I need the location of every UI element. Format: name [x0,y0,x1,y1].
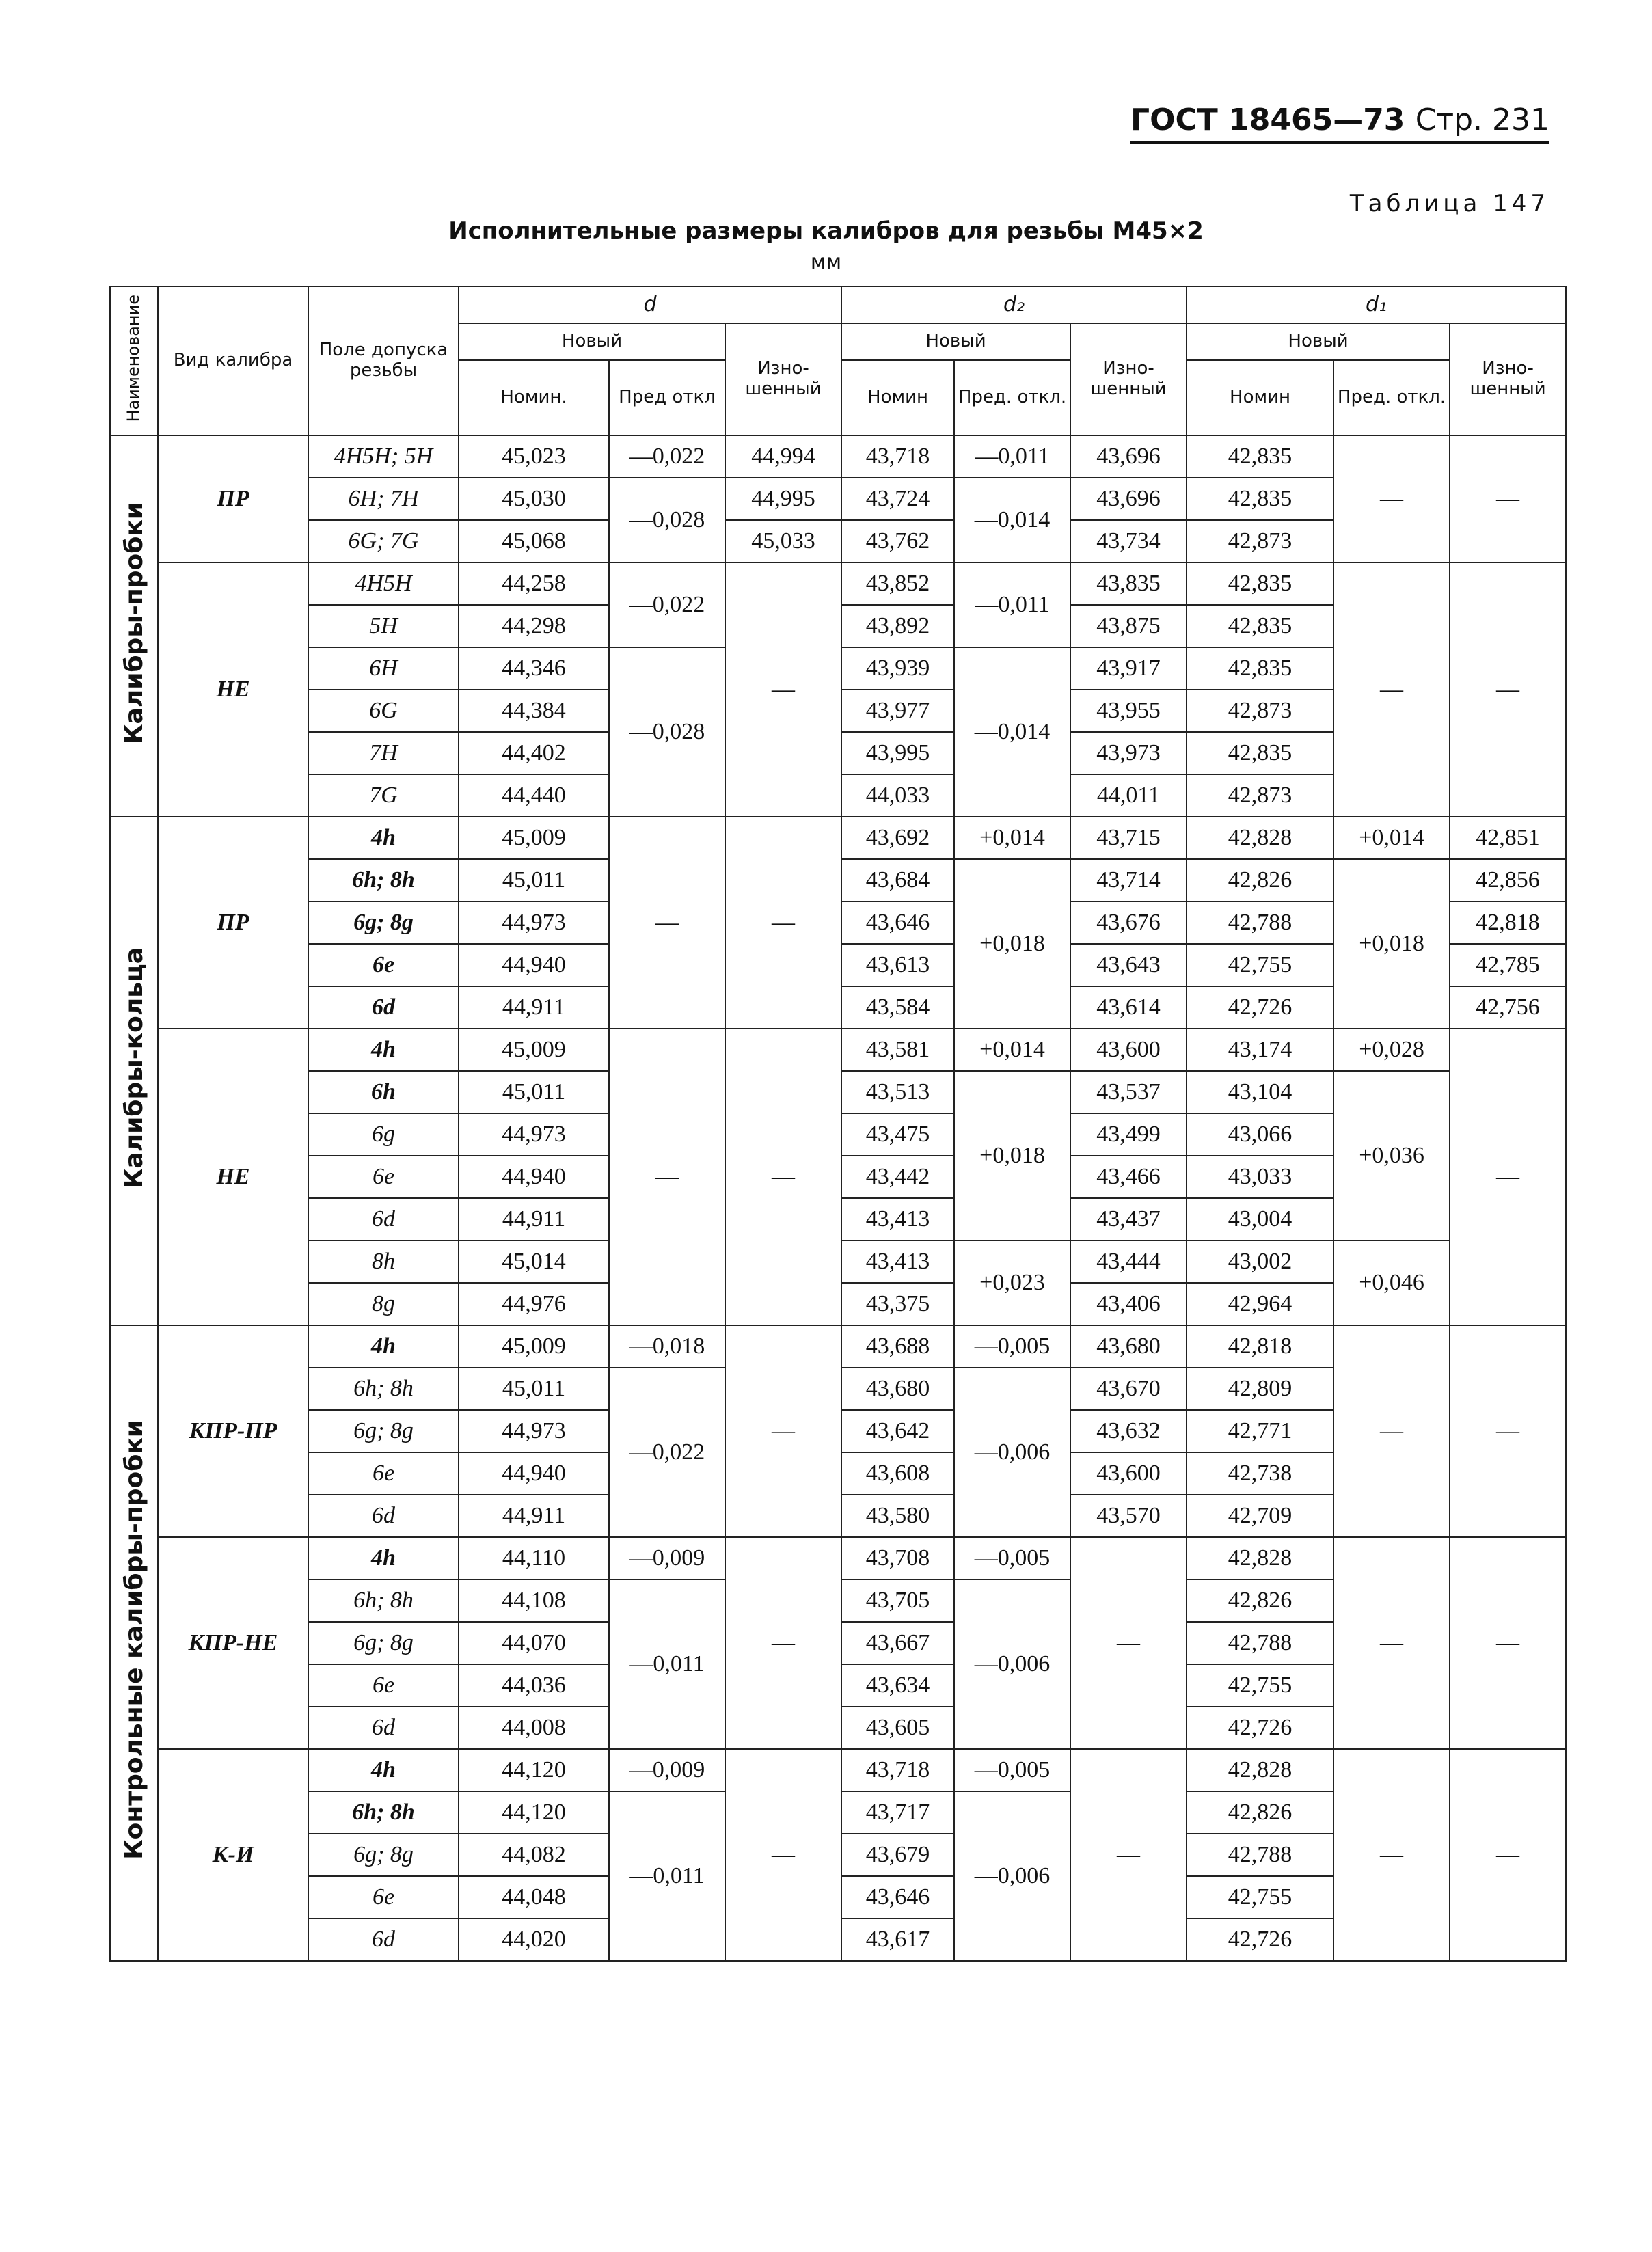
d-nominal: 45,030 [459,478,609,520]
tolerance-field: 6g [308,1113,459,1156]
d1-nominal: 42,738 [1187,1452,1333,1495]
d1-nominal: 42,709 [1187,1495,1333,1537]
d1-deviation: — [1333,435,1450,562]
d2-worn: — [1070,1537,1187,1749]
table-body [110,435,1566,1961]
d1-nominal: 42,828 [1187,1749,1333,1791]
tolerance-field: 6H [308,647,459,690]
tolerance-field: 6h [308,1071,459,1113]
d1-nominal: 43,004 [1187,1198,1333,1240]
col-naim: Наименование [110,286,158,435]
tolerance-field: 4h [308,1537,459,1579]
table-row [110,1749,1566,1791]
d-worn: — [725,1537,841,1749]
d2-worn: 43,835 [1070,562,1187,605]
unit-label: мм [810,250,842,274]
d2-worn: 43,917 [1070,647,1187,690]
d1-worn: 42,856 [1450,859,1566,901]
d1-nominal: 42,828 [1187,817,1333,859]
tolerance-field: 6G; 7G [308,520,459,562]
d-deviation: —0,011 [609,1791,725,1961]
d-deviation: —0,009 [609,1749,725,1791]
d2-nominal: 43,608 [841,1452,954,1495]
d2-deviation: +0,023 [954,1240,1070,1325]
d-nominal: 45,014 [459,1240,609,1283]
d1-deviation: — [1333,1325,1450,1537]
d-nominal: 45,011 [459,1071,609,1113]
tolerance-field: 6g; 8g [308,901,459,944]
d1-deviation: +0,036 [1333,1071,1450,1240]
d-nominal: 44,440 [459,774,609,817]
d2-deviation: —0,005 [954,1749,1070,1791]
col-d: d [459,286,841,323]
table-row [110,1537,1566,1579]
d1-worn: — [1450,1537,1566,1749]
d1-nominal: 42,873 [1187,520,1333,562]
d-worn: — [725,817,841,1029]
d2-nominal: 43,939 [841,647,954,690]
d-deviation: —0,022 [609,435,725,478]
tolerance-field: 6h; 8h [308,1368,459,1410]
d-worn: 45,033 [725,520,841,562]
d1-nominal: 42,873 [1187,690,1333,732]
tolerance-field: 6e [308,1664,459,1707]
d1-nominal: 43,002 [1187,1240,1333,1283]
d2-nominal: 43,617 [841,1918,954,1961]
col-d-dev: Пред откл [609,360,725,435]
tolerance-field: 6e [308,1452,459,1495]
d-nominal: 44,973 [459,901,609,944]
gauge-kind: НЕ [158,1029,308,1325]
d2-nominal: 43,613 [841,944,954,986]
d1-deviation: +0,018 [1333,859,1450,1029]
d2-worn: 43,437 [1070,1198,1187,1240]
d2-deviation: —0,006 [954,1579,1070,1749]
d-worn: — [725,1325,841,1537]
page-header [1130,103,1549,144]
d1-deviation: +0,028 [1333,1029,1450,1071]
gauge-kind: К-И [158,1749,308,1961]
d2-nominal: 43,684 [841,859,954,901]
d-nominal: 45,009 [459,817,609,859]
d-worn: — [725,1749,841,1961]
d2-worn: 43,444 [1070,1240,1187,1283]
d2-deviation: —0,006 [954,1368,1070,1537]
d2-worn: 43,973 [1070,732,1187,774]
d-nominal: 44,973 [459,1410,609,1452]
tolerance-field: 4h [308,1029,459,1071]
col-d-nom: Номин. [459,360,609,435]
d1-nominal: 42,964 [1187,1283,1333,1325]
col-d2-worn: Изно-шенный [1070,323,1187,435]
d2-nominal: 43,584 [841,986,954,1029]
d1-nominal: 43,104 [1187,1071,1333,1113]
d1-deviation: — [1333,1537,1450,1749]
d2-deviation: +0,018 [954,1071,1070,1240]
d-nominal: 44,911 [459,1495,609,1537]
d1-nominal: 42,873 [1187,774,1333,817]
d-nominal: 44,070 [459,1622,609,1664]
d1-worn: — [1450,435,1566,562]
d-nominal: 44,020 [459,1918,609,1961]
d2-nominal: 43,705 [841,1579,954,1622]
d2-worn: 43,670 [1070,1368,1187,1410]
d2-nominal: 43,513 [841,1071,954,1113]
d-nominal: 44,108 [459,1579,609,1622]
d1-worn: 42,756 [1450,986,1566,1029]
d1-worn: — [1450,1749,1566,1961]
d2-deviation: —0,005 [954,1325,1070,1368]
tolerance-field: 6d [308,1198,459,1240]
col-d2: d₂ [841,286,1187,323]
d1-deviation: +0,014 [1333,817,1450,859]
tolerance-field: 8h [308,1240,459,1283]
d-worn: — [725,562,841,817]
d2-nominal: 43,718 [841,1749,954,1791]
col-d1: d₁ [1187,286,1566,323]
d2-nominal: 43,580 [841,1495,954,1537]
d2-nominal: 43,724 [841,478,954,520]
d1-worn: 42,785 [1450,944,1566,986]
d2-worn: 43,696 [1070,435,1187,478]
d-deviation: —0,011 [609,1579,725,1749]
d2-worn: 43,406 [1070,1283,1187,1325]
d2-worn: — [1070,1749,1187,1961]
tolerance-field: 6g; 8g [308,1410,459,1452]
d2-nominal: 43,667 [841,1622,954,1664]
d2-nominal: 43,762 [841,520,954,562]
tolerance-field: 6e [308,944,459,986]
d1-nominal: 43,066 [1187,1113,1333,1156]
tolerance-field: 5H [308,605,459,647]
d-deviation: — [609,817,725,1029]
d1-worn: — [1450,1029,1566,1325]
d1-worn: — [1450,562,1566,817]
d2-nominal: 43,688 [841,1325,954,1368]
d2-deviation: —0,011 [954,562,1070,647]
d-nominal: 45,011 [459,1368,609,1410]
tolerance-field: 7G [308,774,459,817]
table-title: Исполнительные размеры калибров для резьбы М45×2 [448,217,1204,245]
d2-nominal: 43,605 [841,1707,954,1749]
group-label: Контрольные калибры-пробки [110,1325,158,1961]
d-worn: 44,995 [725,478,841,520]
d2-nominal: 43,442 [841,1156,954,1198]
d-nominal: 44,940 [459,1156,609,1198]
d2-nominal: 43,680 [841,1368,954,1410]
d-nominal: 44,940 [459,1452,609,1495]
d2-worn: 43,499 [1070,1113,1187,1156]
d2-deviation: +0,014 [954,817,1070,859]
table-row [110,1029,1566,1071]
d-nominal: 44,911 [459,1198,609,1240]
d1-nominal: 42,835 [1187,435,1333,478]
d1-nominal: 42,726 [1187,986,1333,1029]
gauge-kind: ПР [158,435,308,562]
d-nominal: 44,110 [459,1537,609,1579]
gost-number: ГОСТ 18465—73 [1130,103,1405,137]
d-nominal: 44,940 [459,944,609,986]
d1-nominal: 42,826 [1187,1791,1333,1834]
d2-worn: 43,875 [1070,605,1187,647]
col-vid: Вид калибра [158,286,308,435]
col-d1-dev: Пред. откл. [1333,360,1450,435]
gauge-kind: НЕ [158,562,308,817]
d1-nominal: 42,755 [1187,1664,1333,1707]
d-deviation: —0,028 [609,647,725,817]
col-d2-new: Новый [841,323,1070,360]
table-row [110,817,1566,859]
d2-nominal: 43,692 [841,817,954,859]
d2-worn: 43,570 [1070,1495,1187,1537]
d2-nominal: 43,642 [841,1410,954,1452]
d-deviation: —0,009 [609,1537,725,1579]
d2-nominal: 43,646 [841,901,954,944]
tolerance-field: 4H5H; 5H [308,435,459,478]
d1-nominal: 42,788 [1187,1834,1333,1876]
d2-nominal: 43,581 [841,1029,954,1071]
d1-nominal: 42,835 [1187,562,1333,605]
d2-worn: 43,600 [1070,1452,1187,1495]
d1-nominal: 42,835 [1187,732,1333,774]
tolerance-field: 6h; 8h [308,1579,459,1622]
col-d-new: Новый [459,323,725,360]
d-nominal: 44,976 [459,1283,609,1325]
d-deviation: —0,022 [609,1368,725,1537]
tolerance-field: 4H5H [308,562,459,605]
tolerance-field: 6d [308,1495,459,1537]
d-nominal: 44,048 [459,1876,609,1918]
d2-nominal: 43,375 [841,1283,954,1325]
d2-deviation: —0,005 [954,1537,1070,1579]
d-nominal: 44,346 [459,647,609,690]
d1-nominal: 42,828 [1187,1537,1333,1579]
d1-nominal: 42,755 [1187,1876,1333,1918]
d-nominal: 45,009 [459,1325,609,1368]
d2-nominal: 43,634 [841,1664,954,1707]
d-deviation: —0,028 [609,478,725,562]
d2-nominal: 43,646 [841,1876,954,1918]
col-d-worn: Изно-шенный [725,323,841,435]
d2-worn: 43,643 [1070,944,1187,986]
d1-nominal: 42,788 [1187,901,1333,944]
d-worn: — [725,1029,841,1325]
tolerance-field: 4h [308,817,459,859]
dimensions-table [109,286,1567,1962]
tolerance-field: 6h; 8h [308,1791,459,1834]
d1-nominal: 42,818 [1187,1325,1333,1368]
col-d1-worn: Изно-шенный [1450,323,1566,435]
d1-nominal: 42,835 [1187,647,1333,690]
group-label: Калибры-кольца [110,817,158,1325]
tolerance-field: 7H [308,732,459,774]
d1-deviation: +0,046 [1333,1240,1450,1325]
d2-worn: 43,696 [1070,478,1187,520]
d2-nominal: 43,413 [841,1198,954,1240]
d1-nominal: 43,174 [1187,1029,1333,1071]
gauge-kind: ПР [158,817,308,1029]
col-d2-nom: Номин [841,360,954,435]
table-row [110,1325,1566,1368]
d1-nominal: 43,033 [1187,1156,1333,1198]
d2-nominal: 43,718 [841,435,954,478]
d-nominal: 44,082 [459,1834,609,1876]
d1-nominal: 42,771 [1187,1410,1333,1452]
tolerance-field: 6H; 7H [308,478,459,520]
tolerance-field: 6g; 8g [308,1834,459,1876]
d1-nominal: 42,755 [1187,944,1333,986]
d-nominal: 44,008 [459,1707,609,1749]
d2-nominal: 43,852 [841,562,954,605]
d1-nominal: 42,835 [1187,478,1333,520]
table-row [110,435,1566,478]
d2-nominal: 43,892 [841,605,954,647]
d-nominal: 44,973 [459,1113,609,1156]
d2-deviation: +0,018 [954,859,1070,1029]
d2-worn: 43,676 [1070,901,1187,944]
col-d1-new: Новый [1187,323,1450,360]
d2-nominal: 43,977 [841,690,954,732]
tolerance-field: 6e [308,1156,459,1198]
tolerance-field: 6e [308,1876,459,1918]
d2-worn: 43,614 [1070,986,1187,1029]
table-number: Таблица 147 [1349,190,1549,217]
d1-worn: — [1450,1325,1566,1537]
d2-worn: 44,011 [1070,774,1187,817]
tolerance-field: 6h; 8h [308,859,459,901]
d2-nominal: 43,413 [841,1240,954,1283]
d2-worn: 43,715 [1070,817,1187,859]
tolerance-field: 4h [308,1749,459,1791]
d-worn: 44,994 [725,435,841,478]
gauge-kind: КПР-НЕ [158,1537,308,1749]
table-header [110,286,1566,435]
d2-deviation: —0,014 [954,478,1070,562]
d-nominal: 44,911 [459,986,609,1029]
d-nominal: 44,258 [459,562,609,605]
d-nominal: 44,120 [459,1749,609,1791]
d-nominal: 44,402 [459,732,609,774]
col-d2-dev: Пред. откл. [954,360,1070,435]
d-deviation: —0,022 [609,562,725,647]
d1-nominal: 42,726 [1187,1918,1333,1961]
d1-nominal: 42,835 [1187,605,1333,647]
d1-deviation: — [1333,1749,1450,1961]
tolerance-field: 6d [308,1707,459,1749]
d1-nominal: 42,826 [1187,859,1333,901]
d2-worn: 43,600 [1070,1029,1187,1071]
col-d1-nom: Номин [1187,360,1333,435]
d2-nominal: 43,475 [841,1113,954,1156]
table-row [110,562,1566,605]
d1-nominal: 42,826 [1187,1579,1333,1622]
d1-nominal: 42,809 [1187,1368,1333,1410]
d-deviation: — [609,1029,725,1325]
d-nominal: 44,384 [459,690,609,732]
d2-worn: 43,466 [1070,1156,1187,1198]
d1-nominal: 42,788 [1187,1622,1333,1664]
d2-worn: 43,955 [1070,690,1187,732]
d2-nominal: 43,717 [841,1791,954,1834]
d-deviation: —0,018 [609,1325,725,1368]
d2-nominal: 44,033 [841,774,954,817]
d-nominal: 45,011 [459,859,609,901]
d2-worn: 43,714 [1070,859,1187,901]
d2-worn: 43,537 [1070,1071,1187,1113]
d1-nominal: 42,726 [1187,1707,1333,1749]
d-nominal: 45,068 [459,520,609,562]
tolerance-field: 6G [308,690,459,732]
d2-worn: 43,680 [1070,1325,1187,1368]
d1-worn: 42,818 [1450,901,1566,944]
tolerance-field: 4h [308,1325,459,1368]
d2-worn: 43,632 [1070,1410,1187,1452]
d2-nominal: 43,995 [841,732,954,774]
tolerance-field: 6g; 8g [308,1622,459,1664]
d-nominal: 44,120 [459,1791,609,1834]
d2-deviation: —0,014 [954,647,1070,817]
tolerance-field: 8g [308,1283,459,1325]
page-number: Стр. 231 [1415,103,1549,137]
d-nominal: 45,009 [459,1029,609,1071]
d2-deviation: —0,006 [954,1791,1070,1961]
tolerance-field: 6d [308,1918,459,1961]
d2-nominal: 43,679 [841,1834,954,1876]
d2-deviation: +0,014 [954,1029,1070,1071]
d2-deviation: —0,011 [954,435,1070,478]
d-nominal: 45,023 [459,435,609,478]
col-pole: Поле допуска резьбы [308,286,459,435]
gauge-kind: КПР-ПР [158,1325,308,1537]
d1-worn: 42,851 [1450,817,1566,859]
tolerance-field: 6d [308,986,459,1029]
group-label: Калибры-пробки [110,435,158,817]
d1-deviation: — [1333,562,1450,817]
d-nominal: 44,036 [459,1664,609,1707]
d2-nominal: 43,708 [841,1537,954,1579]
d-nominal: 44,298 [459,605,609,647]
d2-worn: 43,734 [1070,520,1187,562]
